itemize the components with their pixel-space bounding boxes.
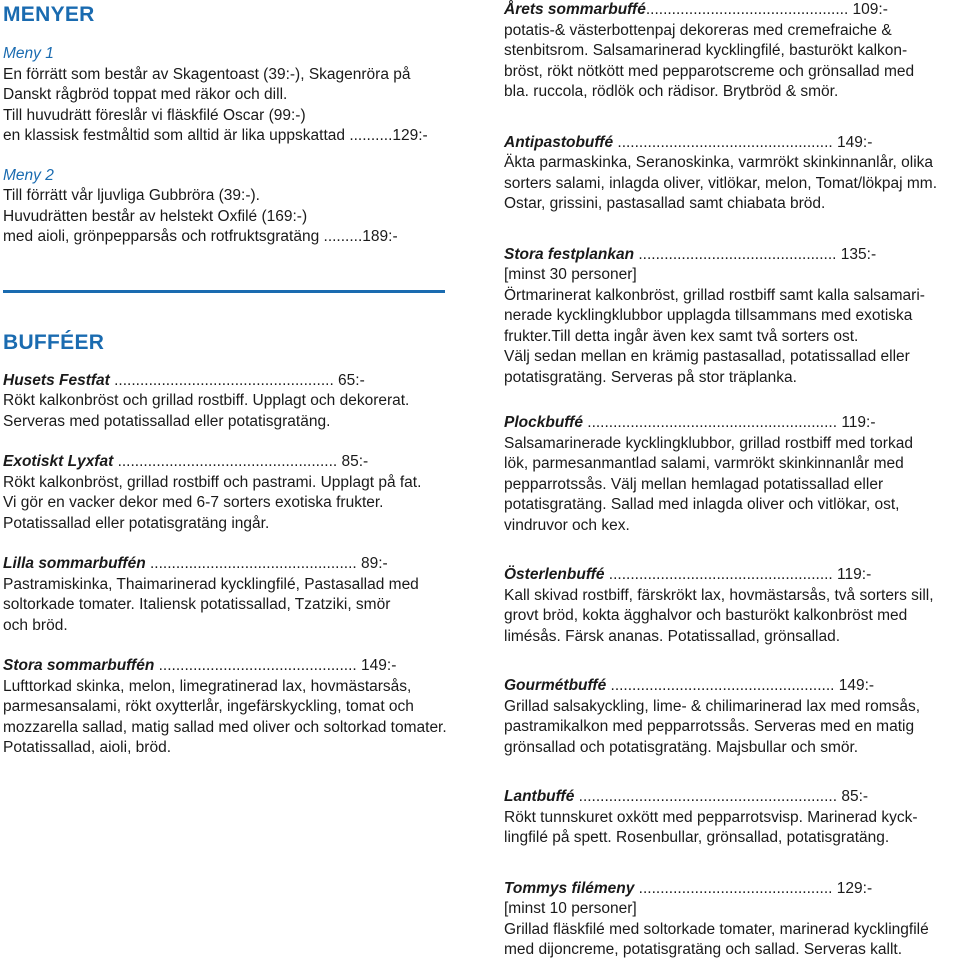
buffet-item-price: 149:- — [832, 133, 873, 151]
buffet-item-description: och bröd. — [3, 616, 68, 634]
buffet-item-price: 135:- — [836, 245, 877, 263]
buffet-item-price: 129:- — [832, 879, 873, 897]
buffet-item — [3, 554, 458, 636]
buffet-item-price: 149:- — [356, 657, 397, 674]
right-column — [504, 0, 956, 961]
buffet-item — [504, 245, 956, 389]
meny-2-line: Till förrätt vår ljuvliga Gubbröra (39:-). — [3, 187, 260, 204]
buffet-item-price: 89:- — [356, 555, 388, 572]
buffet-item-title: Årets sommarbuffé — [504, 1, 646, 18]
buffet-item-price: 109:- — [848, 1, 888, 18]
meny-2 — [3, 166, 458, 248]
buffet-item-description: [minst 10 personer] — [504, 900, 637, 917]
buffet-item-description: grovt bröd, kokta ägghalvor och basturökt kalkonbröst med — [504, 607, 908, 624]
left-column — [3, 0, 458, 759]
buffet-item-description: potatisgratäng. Sallad med inlagda oliver och vitlökar, ost, — [504, 496, 900, 513]
buffet-item-description: Rökt kalkonbröst och grillad rostbiff. Upplagt och dekorerat. — [3, 392, 410, 409]
buffet-item-description: bröst, rökt nötkött med pepparotscreme och grönsallad med — [504, 62, 915, 80]
leader-dots: ................................................ — [145, 555, 357, 572]
leader-dots: .................................................. — [613, 133, 833, 151]
buffet-item-description: Äkta parmaskinka, Seranoskinka, varmrökt skinkinnanlår, olika — [504, 154, 934, 171]
leader-dots: ................................................... — [113, 453, 338, 470]
buffet-item-description: lök, parmesanmantlad salami, varmrökt skinkinnanlår med — [504, 455, 904, 472]
buffet-item-title: Österlenbuffé — [504, 566, 605, 583]
buffet-item — [504, 787, 956, 849]
buffet-item — [504, 565, 956, 647]
meny-1-line: Danskt rågbröd toppat med räkor och dill. — [3, 86, 288, 103]
buffet-item-description: Serveras med potatissallad eller potatisgratäng. — [3, 412, 331, 430]
buffet-item-description: Pastramiskinka, Thaimarinerad kycklingfilé, Pastasallad med — [3, 575, 419, 593]
buffet-item-description: limésås. Färsk ananas. Potatissallad, grönsallad. — [504, 627, 840, 645]
meny-2-line: med aioli, grönpepparsås och rotfruktsgratäng .........189:- — [3, 228, 398, 245]
meny-1 — [3, 44, 458, 147]
buffet-item-description: potatisgratäng. Serveras på stor träplanka. — [504, 368, 797, 386]
leader-dots: ............................................. — [634, 879, 833, 897]
buffet-item-title: Stora sommarbuffén — [3, 657, 155, 674]
meny-2-line: Huvudrätten består av helstekt Oxfilé (169:-) — [3, 207, 308, 225]
buffet-item-price: 119:- — [832, 566, 872, 583]
buffet-item — [504, 879, 956, 961]
menyer-heading: MENYER — [3, 3, 95, 26]
buffet-item-description: Salsamarinerade kycklingklubbor, grillad rostbiff med torkad — [504, 434, 913, 452]
buffet-item-title: Gourmétbuffé — [504, 677, 607, 694]
buffet-item-price: 85:- — [837, 788, 869, 805]
buffet-item-description: grönsallad och potatisgratäng. Majsbullar och smör. — [504, 738, 859, 756]
buffet-item-price: 85:- — [337, 453, 369, 470]
leader-dots: .............................................. — [634, 245, 837, 263]
leader-dots: .................................................... — [606, 677, 835, 694]
buffet-item — [3, 656, 458, 759]
leader-dots: .............................................. — [154, 657, 357, 674]
leader-dots: ............................................................ — [574, 788, 838, 805]
buffet-item — [504, 133, 956, 215]
buffet-item-description: soltorkade tomater. Italiensk potatissallad, Tzatziki, smör — [3, 596, 391, 613]
buffet-item-description: parmesansalami, rökt oxytterlår, ingefärskyckling, tomat och — [3, 698, 414, 715]
buffet-item-title: Tommys filémeny — [504, 879, 635, 897]
buffet-item-description: Grillad salsakyckling, lime- & chilimarinerad lax med romsås, — [504, 697, 921, 715]
buffet-item-description: [minst 30 personer] — [504, 266, 637, 283]
buffet-item-title: Exotiskt Lyxfat — [3, 453, 114, 470]
buffet-item-title: Lilla sommarbuffén — [3, 555, 146, 572]
leader-dots: ................................................... — [109, 371, 334, 389]
buffet-item-description: sorters salami, inlagda oliver, vitlökar, melon, Tomat/lökpaj mm. — [504, 174, 938, 192]
leader-dots: ............................................... — [645, 1, 849, 18]
meny-1-line: Till huvudrätt föreslår vi fläskfilé Oscar (99:-) — [3, 106, 306, 124]
buffet-item — [3, 452, 458, 534]
meny-1-line: En förrätt som består av Skagentoast (39:-), Skagenröra på — [3, 65, 411, 83]
buffet-item-title: Husets Festfat — [3, 371, 110, 389]
meny-2-title: Meny 2 — [3, 166, 54, 184]
buffet-item — [3, 371, 458, 433]
buffet-item-description: Lufttorkad skinka, melon, limegratinerad lax, hovmästarsås, — [3, 677, 412, 695]
buffet-item-description: Kall skivad rostbiff, färskrökt lax, hovmästarsås, två sorters sill, — [504, 586, 934, 604]
buffet-item-description: frukter.Till detta ingår även kex samt två sorters ost. — [504, 327, 859, 345]
meny-1-line: en klassisk festmåltid som alltid är lika uppskattad ..........129:- — [3, 127, 428, 144]
buffet-item — [504, 0, 956, 103]
buffet-item-title: Stora festplankan — [504, 245, 635, 263]
buffet-item — [504, 676, 956, 758]
buffet-item-description: Örtmarinerat kalkonbröst, grillad rostbiff samt kalla salsamari- — [504, 286, 925, 304]
buffet-item-description: Potatissallad, aioli, bröd. — [3, 739, 172, 756]
buffet-item-title: Antipastobuffé — [504, 133, 614, 151]
buffet-item-description: vindruvor och kex. — [504, 516, 630, 534]
buffet-item-price: 149:- — [834, 677, 875, 694]
buffet-item-description: bla. ruccola, rödlök och rädisor. Brytbröd & smör. — [504, 83, 839, 100]
buffet-item-description: potatis-& västerbottenpaj dekoreras med cremefraiche & — [504, 21, 892, 39]
buffet-item-description: mozzarella sallad, matig sallad med oliver och soltorkad tomater. — [3, 718, 447, 736]
buffet-item-description: Vi gör en vacker dekor med 6-7 sorters exotiska frukter. — [3, 494, 384, 511]
bufféer-heading: BUFFÉER — [3, 330, 105, 354]
buffet-item-description: Välj sedan mellan en krämig pastasallad, potatissallad eller — [504, 348, 910, 365]
buffet-item-description: lingfilé på spett. Rosenbullar, grönsallad, potatisgratäng. — [504, 829, 890, 846]
buffet-item-description: Rökt tunnskuret oxkött med pepparrotsvisp. Marinerad kyck- — [504, 808, 918, 826]
buffet-item-price: 65:- — [333, 371, 365, 389]
buffet-item-description: pepparrotssås. Välj mellan hemlagad potatissallad eller — [504, 475, 884, 493]
buffet-item-description: stenbitsrom. Salsamarinerad kycklingfilé, basturökt kalkon- — [504, 42, 908, 59]
buffet-item-description: Rökt kalkonbröst, grillad rostbiff och pastrami. Upplagt på fat. — [3, 473, 422, 491]
buffet-item-description: med dijoncreme, potatisgratäng och sallad. Serveras kallt. — [504, 941, 903, 958]
buffet-item-description: nerade kycklingklubbor upplagda tillsammans med exotiska — [504, 307, 913, 324]
buffet-item — [504, 413, 956, 536]
buffet-item-price: 119:- — [837, 414, 876, 431]
buffet-item-description: Ostar, grissini, pastasallad samt chiabata bröd. — [504, 195, 826, 212]
buffet-item-description: Grillad fläskfilé med soltorkade tomater, marinerad kycklingfilé — [504, 920, 929, 938]
buffet-item-description: pastramikalkon med pepparrotssås. Serveras med en matig — [504, 718, 915, 735]
leader-dots: .................................................... — [604, 566, 833, 583]
buffet-item-title: Plockbuffé — [504, 414, 583, 431]
buffet-item-description: Potatissallad eller potatisgratäng ingår. — [3, 514, 270, 532]
buffet-item-title: Lantbuffé — [504, 788, 575, 805]
leader-dots: .......................................................... — [582, 414, 838, 431]
meny-1-title: Meny 1 — [3, 45, 54, 62]
